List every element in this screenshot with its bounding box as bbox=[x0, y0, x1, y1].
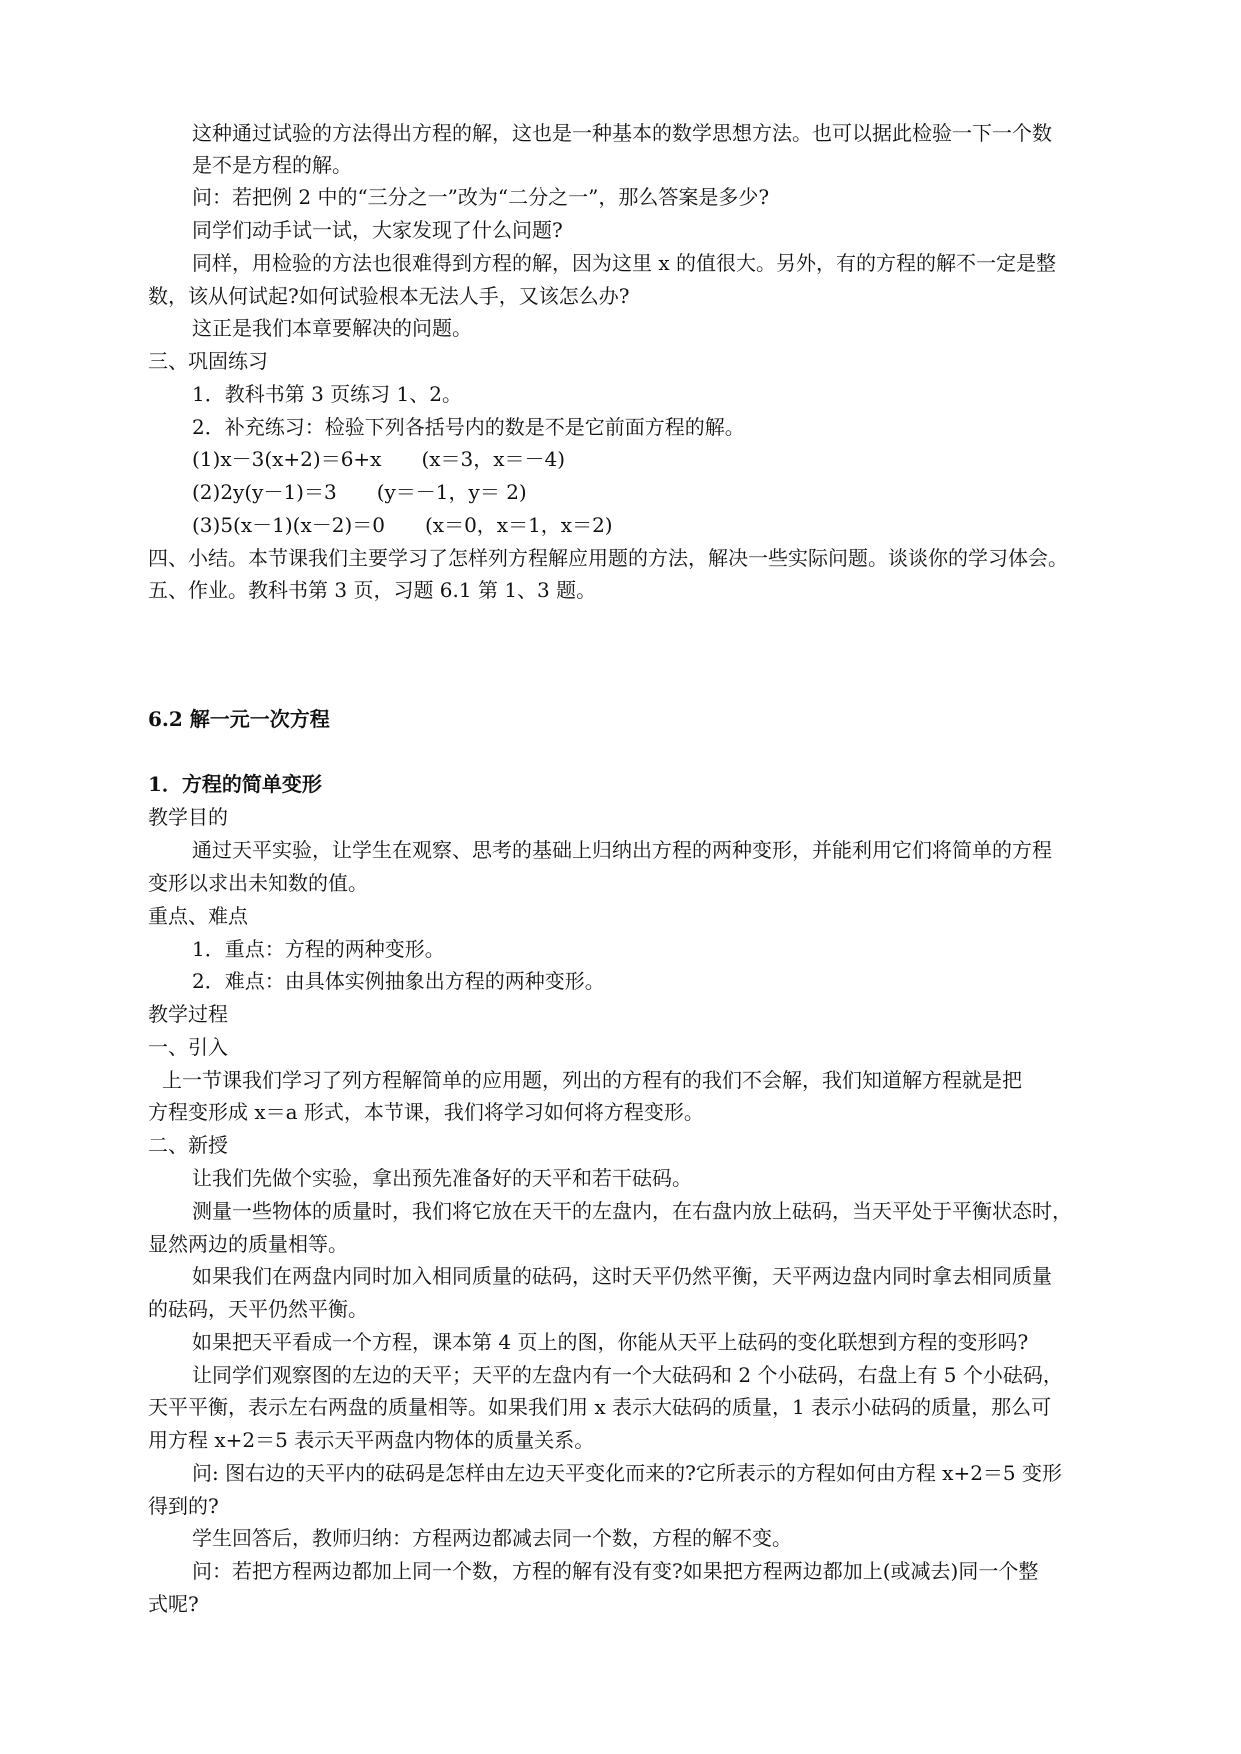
paragraph-line: 通过天平实验，让学生在观察、思考的基础上归纳出方程的两种变形，并能利用它们将简单的方程 bbox=[192, 838, 1052, 862]
paragraph-line: 测量一些物体的质量时，我们将它放在天干的左盘内，在右盘内放上砝码，当天平处于平衡状态时， bbox=[192, 1199, 1072, 1223]
paragraph-line: 这种通过试验的方法得出方程的解，这也是一种基本的数学思想方法。也可以据此检验一下一个数 bbox=[192, 121, 1052, 145]
paragraph-line: 让我们先做个实验，拿出预先准备好的天平和若干砝码。 bbox=[192, 1166, 692, 1190]
section-heading: 一、引入 bbox=[148, 1035, 228, 1059]
paragraph-line: 是不是方程的解。 bbox=[192, 153, 352, 177]
paragraph-line: 问：若把方程两边都加上同一个数，方程的解有没有变?如果把方程两边都加上(或减去)同一个整 bbox=[192, 1559, 1039, 1583]
paragraph-line: 用方程 x+2＝5 表示天平两盘内物体的质量关系。 bbox=[148, 1428, 595, 1452]
section-heading: 教学过程 bbox=[148, 1002, 228, 1026]
section-heading: 五、作业。教科书第 3 页，习题 6.1 第 1、3 题。 bbox=[148, 578, 597, 602]
paragraph-line: 如果把天平看成一个方程，课本第 4 页上的图，你能从天平上砝码的变化联想到方程的变形吗? bbox=[192, 1330, 1029, 1354]
section-heading: 二、新授 bbox=[148, 1133, 228, 1157]
paragraph-line: 同学们动手试一试，大家发现了什么问题? bbox=[192, 218, 563, 242]
paragraph-line: 得到的? bbox=[148, 1494, 219, 1518]
paragraph-line: 这正是我们本章要解决的问题。 bbox=[192, 316, 472, 340]
paragraph-line: 问：若把例 2 中的“三分之一”改为“二分之一”，那么答案是多少? bbox=[192, 185, 770, 209]
section-heading: 四、小结。本节课我们主要学习了怎样列方程解应用题的方法，解决一些实际问题。谈谈你的学习体会。 bbox=[148, 546, 1068, 570]
paragraph-line: 的砝码，天平仍然平衡。 bbox=[148, 1297, 368, 1321]
paragraph-line: 式呢? bbox=[148, 1592, 199, 1616]
paragraph-line: 同样，用检验的方法也很难得到方程的解，因为这里 x 的值很大。另外，有的方程的解不一定是整 bbox=[192, 251, 1056, 275]
list-item: 1．重点：方程的两种变形。 bbox=[192, 937, 445, 961]
section-heading: 教学目的 bbox=[148, 805, 228, 829]
paragraph-line: 方程变形成 x＝a 形式，本节课，我们将学习如何将方程变形。 bbox=[148, 1100, 704, 1124]
paragraph-line: 上一节课我们学习了列方程解简单的应用题，列出的方程有的我们不会解，我们知道解方程就是把 bbox=[162, 1068, 1022, 1092]
paragraph-line: 天平平衡，表示左右两盘的质量相等。如果我们用 x 表示大砝码的质量，1 表示小砝码的质量，那么可 bbox=[148, 1395, 1052, 1419]
paragraph-line: 如果我们在两盘内同时加入相同质量的砝码，这时天平仍然平衡，天平两边盘内同时拿去相同质量 bbox=[192, 1264, 1052, 1288]
chapter-title: 6.2 解一元一次方程 bbox=[148, 707, 330, 731]
paragraph-line: 变形以求出未知数的值。 bbox=[148, 871, 368, 895]
list-item: 2．难点：由具体实例抽象出方程的两种变形。 bbox=[192, 969, 605, 993]
paragraph-line: 显然两边的质量相等。 bbox=[148, 1232, 348, 1256]
equation-line: (3)5(x－1)(x－2)＝0 (x＝0，x＝1，x＝2) bbox=[192, 513, 613, 537]
equation-line: (1)x－3(x+2)＝6+x (x＝3，x＝－4) bbox=[192, 447, 566, 471]
section-heading: 三、巩固练习 bbox=[148, 349, 268, 373]
lesson-title: 1．方程的简单变形 bbox=[148, 772, 322, 796]
section-heading: 重点、难点 bbox=[148, 904, 248, 928]
paragraph-line: 数，该从何试起?如何试验根本无法人手，又该怎么办? bbox=[148, 284, 630, 308]
paragraph-line: 问: 图右边的天平内的砝码是怎样由左边天平变化而来的?它所表示的方程如何由方程 x+2＝5 变形 bbox=[192, 1461, 1063, 1485]
equation-line: (2)2y(y－1)＝3 (y＝－1，y＝ 2) bbox=[192, 480, 527, 504]
paragraph-line: 学生回答后，教师归纳：方程两边都减去同一个数，方程的解不变。 bbox=[192, 1526, 792, 1550]
exercise-item: 1．教科书第 3 页练习 1、2。 bbox=[192, 382, 462, 406]
exercise-item: 2．补充练习：检验下列各括号内的数是不是它前面方程的解。 bbox=[192, 415, 745, 439]
paragraph-line: 让同学们观察图的左边的天平；天平的左盘内有一个大砝码和 2 个小砝码，右盘上有 5 个小砝码， bbox=[192, 1363, 1063, 1387]
